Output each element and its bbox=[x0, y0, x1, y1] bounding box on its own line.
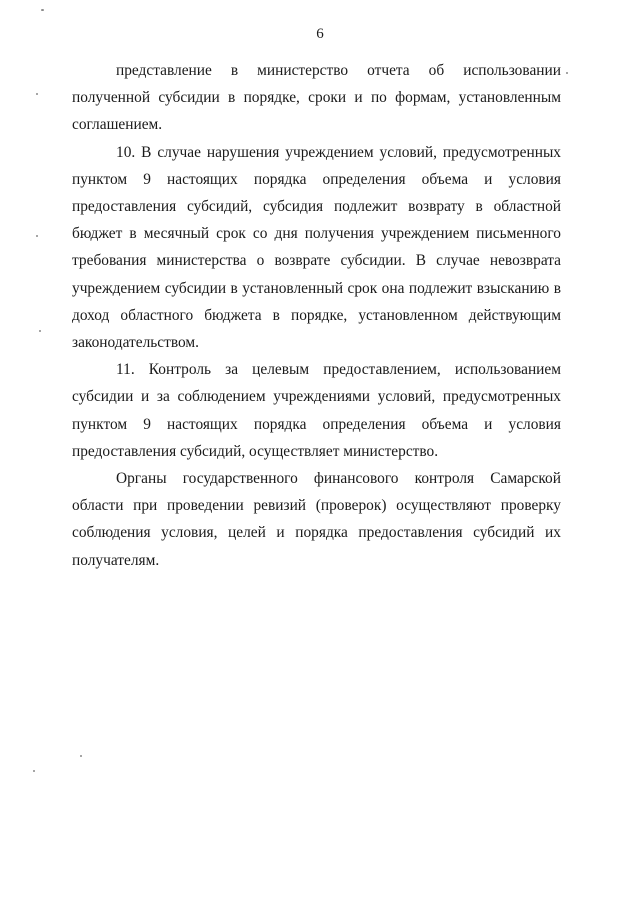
scan-speck bbox=[36, 93, 38, 95]
paragraph-item-11: 11. Контроль за целевым предоставлением, использованием субсидии и за соблюдением учреждениями условий, предусмотренных пунктом 9 настоящих порядка определения объема и условия предоставления субсидий, осуществляет министерство. bbox=[72, 361, 561, 460]
scan-speck bbox=[80, 755, 82, 757]
scan-speck bbox=[41, 9, 44, 11]
scan-speck bbox=[33, 770, 35, 772]
paragraph-item-10: 10. В случае нарушения учреждением условий, предусмотренных пунктом 9 настоящих порядка определения объема и условия предоставления субсидий, субсидия подлежит возврату в областной бюджет в месячный срок со дня получения учреждением письменного требования министерства о возврате субсидии. В случае невозврата учреждением субсидии в установленный срок она подлежит взысканию в доход областного бюджета в порядке, установленном действующим законодательством. bbox=[72, 143, 561, 352]
scan-speck bbox=[39, 330, 41, 332]
scan-speck bbox=[566, 72, 568, 74]
scan-speck bbox=[36, 235, 38, 237]
paragraph-continuation: представление в министерство отчета об использовании полученной субсидии в порядке, сроки и по формам, установленным соглашением. bbox=[72, 62, 561, 134]
page-number: 6 bbox=[316, 26, 324, 42]
paragraph-financial-control: Органы государственного финансового контроля Самарской области при проведении ревизий (проверок) осуществляют проверку соблюдения условия, целей и порядка предоставления субсидий их получателям. bbox=[72, 470, 561, 569]
document-body bbox=[72, 57, 561, 574]
